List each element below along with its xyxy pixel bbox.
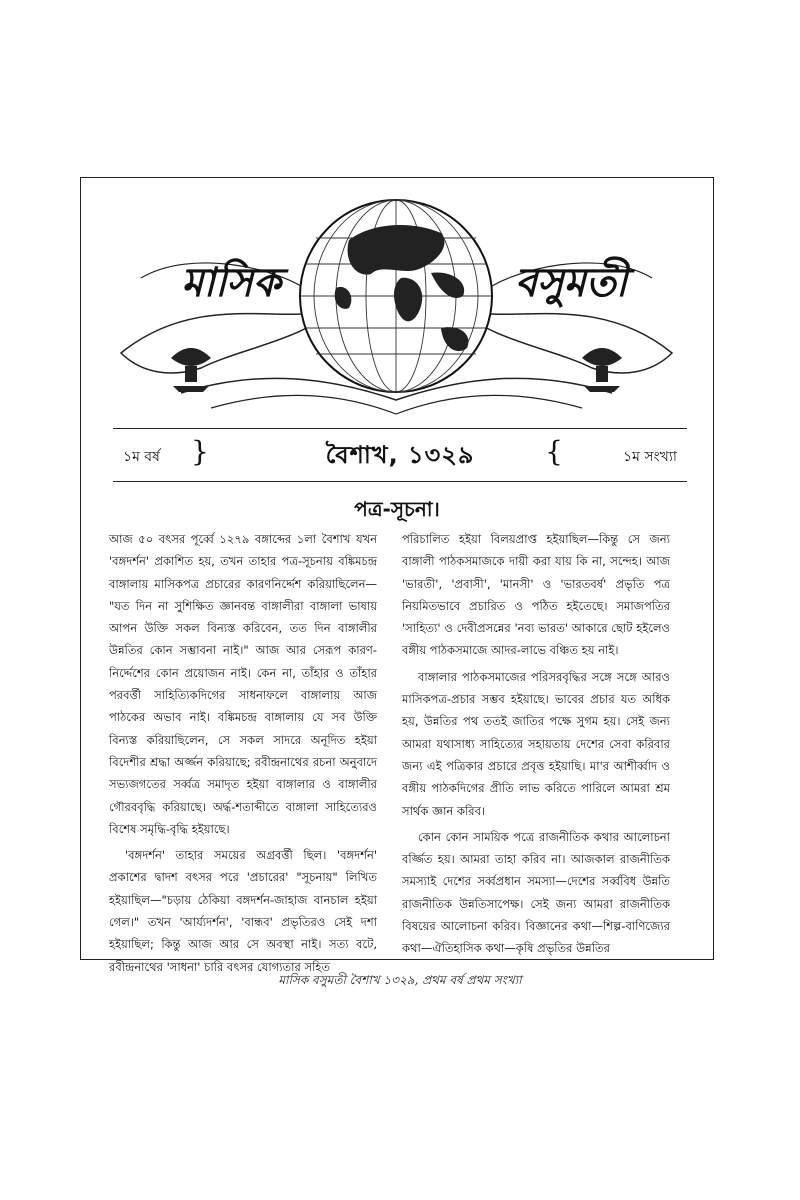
article-column-left (109, 528, 377, 982)
issue-bar (113, 428, 687, 482)
paragraph: বাঙ্গালার পাঠকসমাজের পরিসরবৃদ্ধির সঙ্গে সঙ্গে আরও মাসিকপত্র-প্রচার সম্ভব হইয়াছে। ভাবের প্রচার যত অধিক হয়, উন্নতির পথ ততই জাতির পক্ষে সুগম হয়। সেই জন্য আমরা যথাসাধ্য সাহিত্যের সহায়তায় দেশের সেবা করিবার জন্য এই পত্রিকার প্রচারে প্রবৃত্ত হইয়াছি। মা'র আশীর্ব্বাদ ও বঙ্গীয় পাঠকদিগের প্রীতি লাভ করিতে পারিলে আমরা শ্রম সার্থক জ্ঞান করিব। (402, 669, 670, 818)
paragraph: 'বঙ্গদর্শন' তাহার সময়ের অগ্রবর্ত্তী ছিল। 'বঙ্গদর্শন' প্রকাশের দ্বাদশ বৎসর পরে 'প্রচারের' "সূচনায়" লিখিত হইয়াছিল—"চড়ায় ঠেকিয়া বঙ্গদর্শন-জাহাজ বানচাল হইয়া গেল।" তখন 'আর্য্যদর্শন', 'বান্ধব' প্রভৃতিরও সেই দশা হইয়াছিল; কিন্তু আজ আর সে অবস্থা নাই। সত্য বটে, রবীন্দ্রনাথের 'সাধনা' চারি বৎসর যোগ্যতার সহিত (109, 848, 377, 974)
issue-date: বৈশাখ, ১৩২৯ (325, 441, 475, 469)
globe-emblem (81, 178, 712, 428)
masthead-title-left: মাসিক (181, 259, 281, 306)
brace-left-icon: } (191, 435, 209, 468)
masthead (81, 178, 712, 428)
page-caption: মাসিক বসুমতী বৈশাখ ১৩২৯, প্রথম বর্ষ প্রথম সংখ্যা (278, 973, 522, 987)
brace-right-icon: { (545, 435, 563, 468)
paragraph: আজ ৫০ বৎসর পূর্ব্বে ১২৭৯ বঙ্গাব্দের ১লা বৈশাখ যখন 'বঙ্গদর্শন' প্রকাশিত হয়, তখন তাহার পত্র-সূচনায় বঙ্কিমচন্দ্র বাঙ্গালায় মাসিকপত্র প্রচারের কারণনির্দ্দেশ করিয়াছিলেন— "যত দিন না সুশিক্ষিত জ্ঞানবন্ত বাঙ্গালীরা বাঙ্গালা ভাষায় আপন উক্তি সকল বিন্যস্ত করিবেন, তত দিন বাঙ্গালীর উন্নতির কোন সম্ভাবনা নাই।" আজ আর সেরূপ কারণ-নির্দ্দেশের কোন প্রয়োজন নাই। কেন না, তাঁহার ও তাঁহার পরবর্ত্তী সাহিত্যিকদিগের সাধনাফলে বাঙ্গালায় আজ পাঠকের অভাব নাই। বঙ্কিমচন্দ্র বাঙ্গালায় যে সব উক্তি বিন্যস্ত করিয়াছিলেন, সে সকল সাদরে অনূদিত হইয়া বিদেশীর শ্রদ্ধা অর্জ্জন করিয়াছে; রবীন্দ্রনাথের রচনা অনুবাদে সভ্যজগতের সর্ব্বত্র সমাদৃত হইয়া বাঙ্গালার ও বাঙ্গালীর গৌরববৃদ্ধি করিয়াছে। অর্দ্ধ-শতাব্দীতে বাঙ্গালা সাহিত্যেরও বিশেষ সমৃদ্ধি-বৃদ্ধি হইয়াছে। (109, 532, 377, 836)
section-title: পত্র-সূচনা। (354, 497, 440, 521)
article-column-right (402, 528, 670, 964)
masthead-title-right: বসুমতী (514, 259, 628, 306)
issue-number: ১ম সংখ্যা (623, 449, 677, 465)
paragraph: কোন কোন সাময়িক পত্রে রাজনীতিক কথার আলোচনা বর্জ্জিত হয়। আমরা তাহা করিব না। আজকাল রাজনীতিক সমস্যাই দেশের সর্ব্বপ্রধান সমস্যা—দেশের সর্ব্ববিধ উন্নতি রাজনীতিক উন্নতিসাপেক্ষ। সেই জন্য আমরা রাজনীতিক বিষয়ের আলোচনা করিব। বিজ্ঞানের কথা—শিল্প-বাণিজ্যের কথা—ঐতিহাসিক কথা—কৃষি প্রভৃতির উন্নতির (402, 829, 670, 956)
issue-year: ১ম বর্ষ (123, 449, 160, 465)
paragraph: পরিচালিত হইয়া বিলয়প্রাপ্ত হইয়াছিল—কিন্তু সে জন্য বাঙ্গালী পাঠকসমাজকে দায়ী করা যায় কি না, সন্দেহ। আজ 'ভারতী', 'প্রবাসী', 'মানসী' ও 'ভারতবর্ষ' প্রভৃতি পত্র নিয়মিতভাবে প্রচারিত ও পঠিত হইতেছে। সমাজপতির 'সাহিত্য' ও দেবীপ্রসন্নের 'নব্য ভারত' আকারে ছোট হইলেও বঙ্গীয় পাঠকসমাজে আদর-লাভে বঞ্চিত হয় নাই। (402, 532, 670, 658)
page-frame (80, 177, 714, 974)
